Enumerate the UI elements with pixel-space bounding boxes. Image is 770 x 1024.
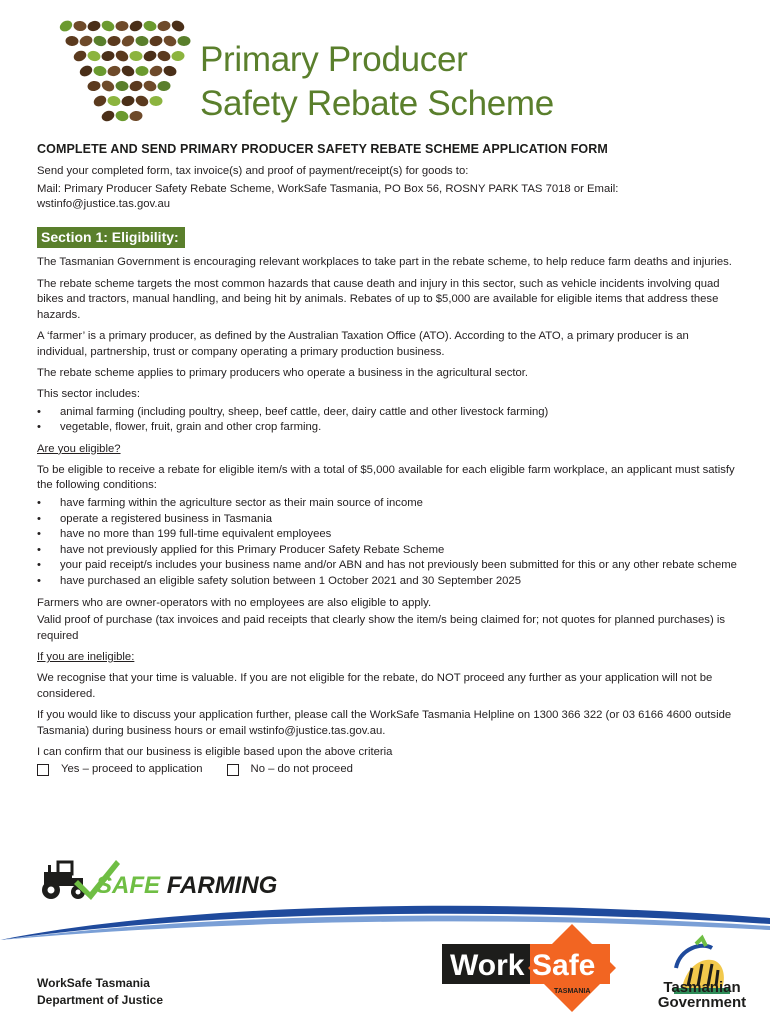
leaf-shape: [177, 36, 190, 46]
no-checkbox[interactable]: [227, 764, 239, 776]
section-paragraph: The rebate scheme applies to primary producers who operate a business in the agricultural sector.: [37, 366, 529, 379]
leaf-shape: [120, 33, 136, 48]
conditions-list: [37, 496, 737, 590]
tas-gov-line-1: Tasmanian: [663, 979, 741, 996]
option-no-label: No – do not proceed: [250, 763, 353, 776]
option-yes[interactable]: [37, 762, 203, 778]
leaf-shape: [162, 34, 178, 48]
list-item: • vegetable, flower, fruit, grain and other crop farming.: [37, 420, 737, 436]
leaf-shape: [134, 94, 150, 108]
eligible-heading: Are you eligible?: [37, 442, 121, 455]
worksafe-work-text: Work: [450, 949, 525, 982]
footer-org-line-2: Department of Justice: [37, 993, 164, 1007]
leaf-shape: [148, 64, 164, 78]
leaf-shape: [87, 50, 102, 63]
worksafe-safe-text: Safe: [532, 949, 596, 982]
form-body: [37, 164, 737, 778]
leaf-shape: [114, 109, 129, 122]
leaf-shape: [100, 79, 116, 94]
tas-gov-line-2: Government: [657, 994, 747, 1011]
leaf-shape: [93, 65, 107, 77]
safe-farming-logo: [36, 856, 296, 902]
section-paragraph: A ‘farmer’ is a primary producer, as defined by the Australian Taxation Office (ATO). According to the ATO, a primary producer is an individual, partnership, trust or company operating a primary production business.: [37, 329, 689, 358]
leaf-shape: [136, 66, 149, 76]
section-paragraph: The rebate scheme targets the most common hazards that cause death and injury in this sector, such as vehicle incidents involving quad bikes and tractors, manual handling, and being hit by animals. Rebates of up to $5,000 are available for eligible items that address these hazards.: [37, 277, 720, 321]
list-item: • have no more than 199 full-time equivalent employees: [37, 527, 737, 543]
leaf-shape: [107, 95, 122, 107]
leaf-shape: [128, 79, 143, 93]
leaf-shape: [148, 34, 163, 47]
list-item: • have farming within the agriculture sector as their main source of income: [37, 496, 737, 512]
worksafe-logo: [438, 922, 628, 1012]
leaf-shape: [170, 19, 186, 34]
safe-word: SAFE: [96, 872, 167, 899]
leaf-shape: [115, 21, 128, 31]
leaf-shape: [157, 81, 171, 92]
leaf-shape: [106, 65, 121, 78]
option-no[interactable]: [227, 762, 353, 778]
leaf-shape: [128, 19, 144, 34]
leaf-shape: [129, 110, 143, 122]
leaf-shape: [65, 36, 79, 47]
title-line-2: Safety Rebate Scheme: [200, 84, 554, 123]
worksafe-sub-text: TASMANIA: [554, 988, 591, 995]
leaf-shape: [129, 51, 143, 62]
leaf-shape: [142, 49, 158, 63]
list-item: • animal farming (including poultry, sheep, beef cattle, deer, dairy cattle and other livestock farming): [37, 405, 737, 421]
proof-note: Valid proof of purchase (tax invoices and paid receipts that clearly show the item/s being claimed for; not quotes for planned purchases) is required: [37, 614, 726, 642]
leaf-shape: [171, 50, 185, 61]
leaf-shape: [120, 64, 136, 78]
list-item: • have purchased an eligible safety solution between 1 October 2021 and 30 September 2025: [37, 574, 737, 590]
leaf-shape: [86, 19, 101, 32]
section-1-badge: Section 1: Eligibility:: [37, 227, 185, 248]
farming-word: FARMING: [166, 872, 278, 899]
section-paragraph: This sector includes:: [37, 387, 140, 400]
leaf-shape: [58, 18, 74, 33]
leaf-shape: [100, 109, 116, 123]
leaf-shape: [72, 49, 88, 63]
leaf-shape: [135, 35, 149, 47]
leaf-shape: [101, 50, 116, 62]
list-item: • your paid receipt/s includes your business name and/or ABN and has not previously been submitted for this or any other rebate scheme: [37, 558, 737, 574]
leaf-shape: [107, 35, 121, 46]
leaf-shape: [115, 80, 129, 91]
form-heading: COMPLETE AND SEND PRIMARY PRODUCER SAFETY REBATE SCHEME APPLICATION FORM: [37, 142, 608, 156]
title-line-1: Primary Producer: [200, 40, 468, 79]
ineligible-text: We recognise that your time is valuable. If you are not eligible for the rebate, do NOT proceed any further as your application will not be considered.: [37, 672, 713, 700]
safe-farming-text: [96, 872, 277, 899]
leaf-shape: [92, 34, 107, 47]
leaf-shape: [114, 49, 130, 64]
leaf-shape: [156, 49, 171, 63]
sector-list: [37, 405, 737, 436]
leaf-shape: [87, 80, 101, 92]
section-paragraph: The Tasmanian Government is encouraging relevant workplaces to take part in the rebate scheme, to help reduce farm deaths and injuries.: [37, 256, 732, 269]
confirm-text: I can confirm that our business is eligible based upon the above criteria: [37, 745, 393, 758]
yes-checkbox[interactable]: [37, 764, 49, 776]
footer-org-line-1: WorkSafe Tasmania: [37, 976, 150, 990]
leaf-shape: [92, 94, 108, 109]
discuss-text: If you would like to discuss your application further, please call the WorkSafe Tasmania Helpline on 1300 366 322 (or 03 6166 4600 outside Tasmania) during business hours or email wstinfo@justice.tas.gov.au.: [37, 708, 732, 737]
leaf-shape: [100, 19, 116, 33]
intro-line-2: Mail: Primary Producer Safety Rebate Scheme, WorkSafe Tasmania, PO Box 56, ROSNY PARK TAS 7018 or Email: wstinfo@justice.tas.gov.au: [37, 182, 619, 211]
owner-operators-note: Farmers who are owner-operators with no employees are also eligible to apply.: [37, 596, 432, 609]
tasmania-leaf-logo: [56, 18, 194, 130]
leaf-shape: [149, 96, 162, 106]
leaf-shape: [78, 34, 94, 48]
list-item: • operate a registered business in Tasmania: [37, 512, 737, 528]
leaf-shape: [143, 20, 158, 32]
eligible-intro: To be eligible to receive a rebate for eligible item/s with a total of $5,000 available for each eligible farm workplace, an applicant must satisfy the following conditions:: [37, 463, 735, 492]
eligibility-options: [37, 762, 737, 778]
intro-line-1: Send your completed form, tax invoice(s) and proof of payment/receipt(s) for goods to:: [37, 165, 469, 177]
footer-department: [37, 975, 163, 1009]
tractor-icon: [42, 862, 85, 899]
leaf-shape: [142, 79, 158, 93]
leaf-shape: [78, 64, 94, 79]
option-yes-label: Yes – proceed to application: [61, 763, 203, 776]
leaf-shape: [157, 20, 172, 32]
page-title: [200, 38, 554, 126]
ineligible-heading: If you are ineligible:: [37, 651, 135, 663]
leaf-shape: [162, 65, 177, 78]
leaf-shape: [73, 20, 87, 32]
tasmanian-government-text: [652, 980, 752, 1010]
list-item: • have not previously applied for this Primary Producer Safety Rebate Scheme: [37, 543, 737, 559]
leaf-shape: [121, 95, 136, 108]
